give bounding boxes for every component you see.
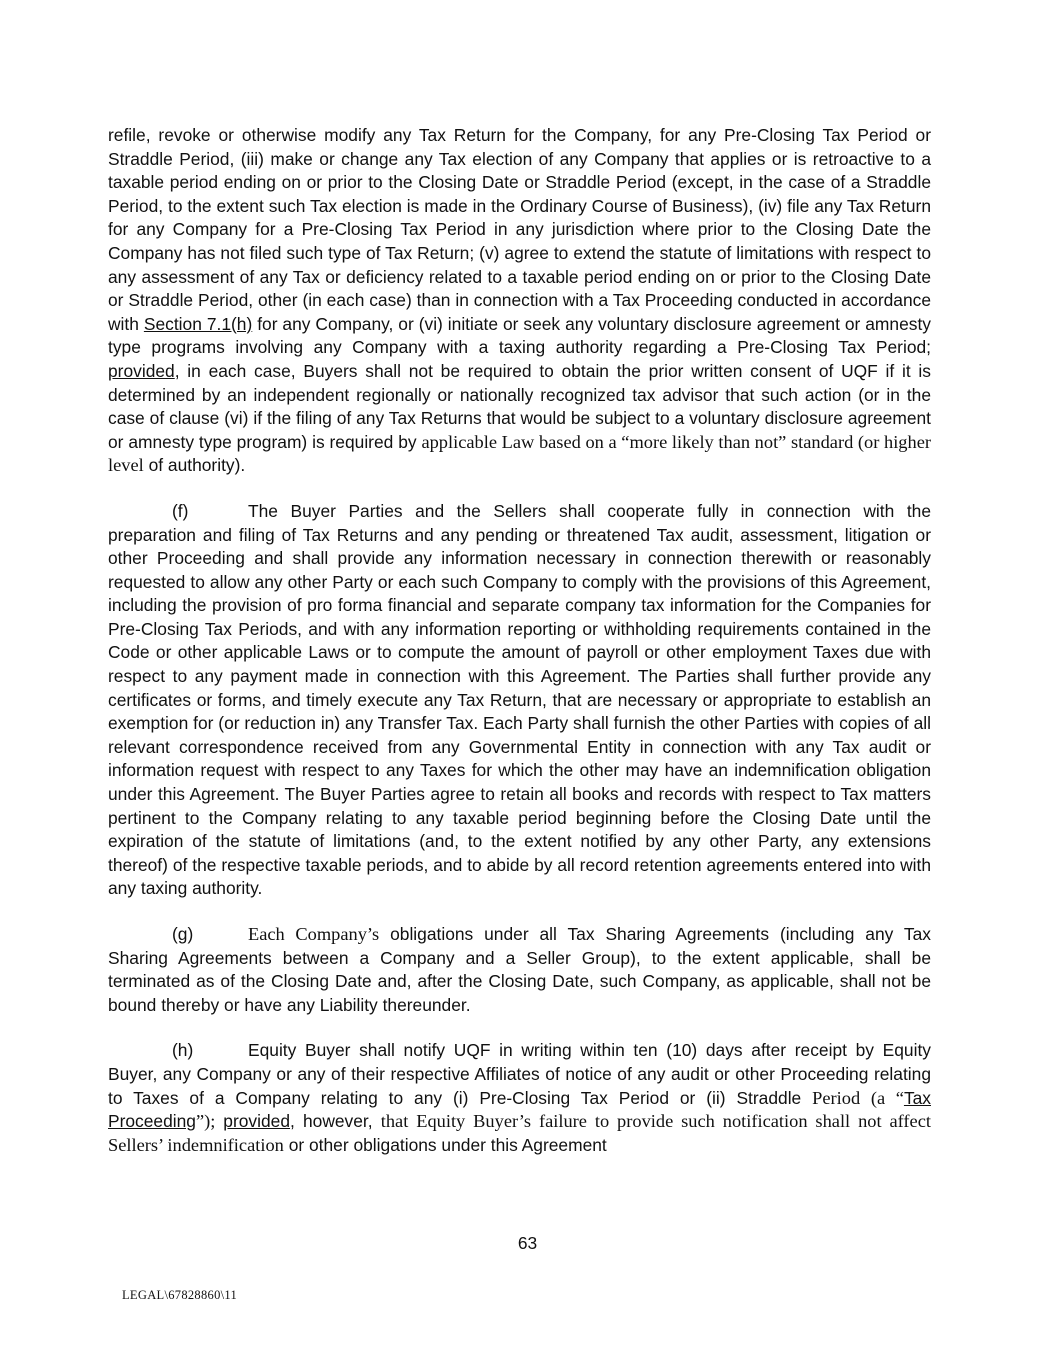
provided-term: provided xyxy=(108,360,175,381)
paragraph-label: (g) xyxy=(172,924,194,944)
paragraph-label: (h) xyxy=(172,1040,194,1061)
provided-term: provided xyxy=(223,1111,291,1132)
footer-document-id: LEGAL\67828860\11 xyxy=(122,1288,238,1302)
text-run: for any Company, or (vi) initiate or seek any voluntary disclosure agreement or amnesty type programs involving any Company with a taxing authority regarding a Pre-Closing Tax Period; xyxy=(108,313,931,358)
paragraph-g xyxy=(108,923,931,1017)
paragraph-f xyxy=(108,500,931,901)
text-run: refile, revoke or otherwise modify any Tax Return for the Company, for any Pre-Closing Tax Period or Straddle Period, (iii) make or change any Tax election of any Company that applies or is retroactive to a taxable period ending on or prior to the Closing Date or Straddle Period (except, in the case of a Straddle Period, to the extent such Tax election is made in the Ordinary Course of Business), (iv) file any Tax Return for any Company for a Pre-Closing Tax Period in any jurisdiction where prior to the Closing Date the Company has not filed such type of Tax Return; (v) agree to extend the statute of limitations with respect to any assessment of any Tax or deficiency related to a taxable period ending on or prior to the Closing Date or Straddle Period, other (in each case) than in connection with a Tax Proceeding conducted in accordance with xyxy=(108,125,931,334)
text-run: of authority). xyxy=(143,455,246,476)
text-run-serif: Each Company’s xyxy=(248,924,380,944)
document-body xyxy=(108,124,931,1179)
text-run: , however, xyxy=(290,1111,381,1132)
text-run-serif: Period (a “ xyxy=(812,1087,904,1108)
text-run: or other obligations under this Agreement xyxy=(283,1134,607,1155)
paragraph-h xyxy=(108,1039,931,1157)
text-run: , in each case, Buyers shall not be required to obtain the prior written consent of UQF if it is determined by an independent regionally or nationally recognized tax advisor that such action (or in the case of clause (vi) if the filing of any Tax Returns that would be subject to a voluntary disclosure agreement or amnesty type program) is required by xyxy=(108,360,931,452)
paragraph-e-continuation xyxy=(108,124,931,478)
page-number: 63 xyxy=(517,1233,538,1253)
text-run: Equity Buyer shall notify UQF in writing within ten (10) days after receipt by Equity Buyer, any Company or any of their respective Affiliates of notice of any audit or other Proceeding relating to Taxes of a Company relating to any (i) Pre-Closing Tax Period or (ii) Straddle xyxy=(108,1040,931,1108)
text-run: obligations under all Tax Sharing Agreements (including any Tax Sharing Agreements between a Company and a Seller Group), to the extent applicable, shall be terminated as of the Closing Date and, after the Closing Date, such Company, as applicable, shall not be bound thereby or have any Liability thereunder. xyxy=(108,924,931,1015)
paragraph-label: (f) xyxy=(172,500,189,521)
defined-term: Tax Proceeding xyxy=(108,1087,931,1132)
section-reference: Section 7.1(h) xyxy=(143,313,253,334)
text-run-serif: ”); xyxy=(195,1111,224,1132)
text-run-serif: applicable Law based on a “more likely than not” standard (or higher level xyxy=(108,431,931,476)
text-run: The Buyer Parties and the Sellers shall cooperate fully in connection with the preparation and filing of Tax Returns and any pending or threatened Tax audit, assessment, litigation or other Proceeding and shall provide any information necessary in connection therewith or reasonably requested to allow any other Party or each such Company to comply with the provisions of this Agreement, including the provision of pro forma financial and separate company tax information for the Companies for Pre-Closing Tax Periods, and with any information reporting or withholding requirements contained in the Code or other applicable Laws or to compute the amount of payroll or other employment Taxes due with respect to any payment made in connection with this Agreement. The Parties shall further provide any certificates or forms, and timely execute any Tax Return, that are necessary or appropriate to establish an exemption for (or reduction in) any Transfer Tax. Each Party shall furnish the other Parties with copies of all relevant correspondence received from any Governmental Entity in connection with any Tax audit or information request with respect to any Taxes for which the other may have an indemnification obligation under this Agreement. The Buyer Parties agree to retain all books and records with respect to Tax matters pertinent to the Company relating to any taxable period beginning before the Closing Date until the expiration of the statute of limitations (and, to the extent notified by any other Party, any extensions thereof) of the respective taxable periods, and to abide by all record retention agreements entered into with any taxing authority. xyxy=(108,500,931,899)
text-run-serif: that Equity Buyer’s failure to provide such notification shall not affect Sellers’ indemnification xyxy=(108,1111,931,1155)
